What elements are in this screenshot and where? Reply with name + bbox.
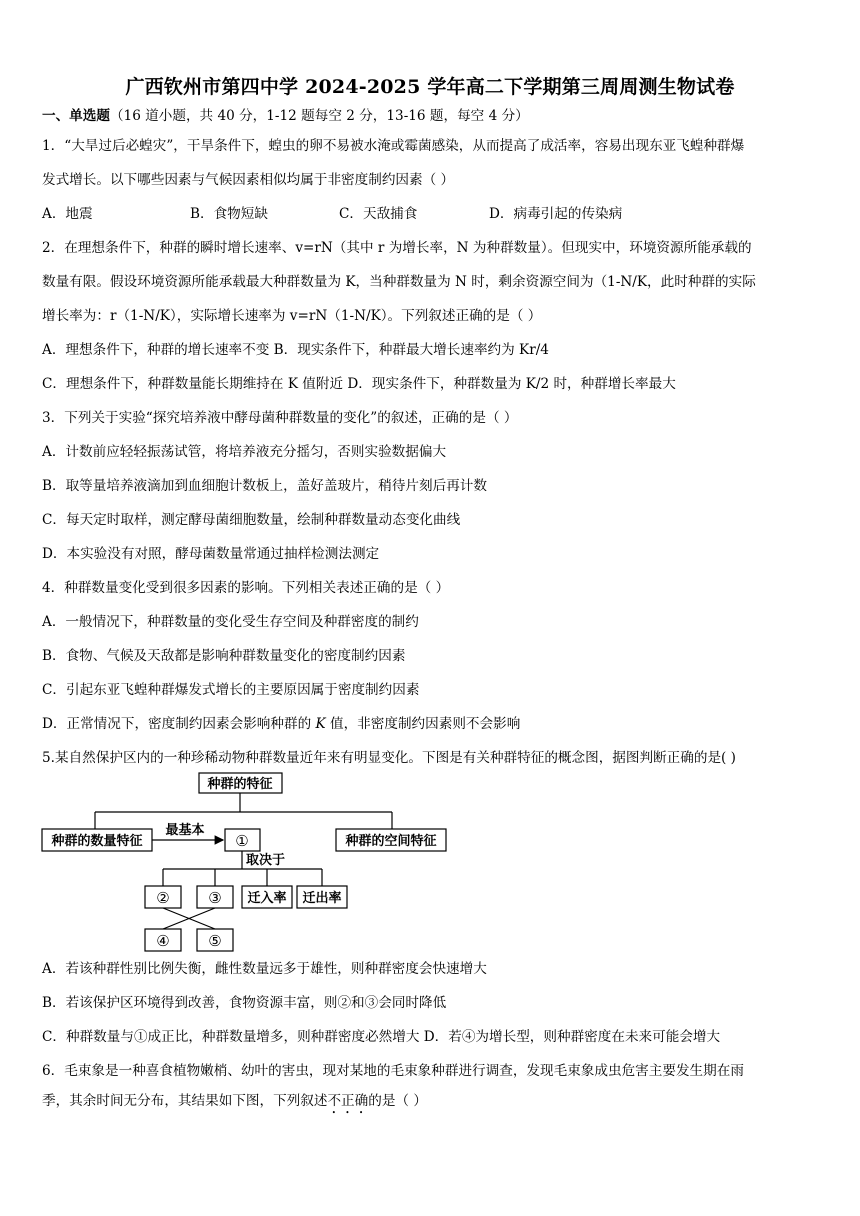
diagram-node-5: ⑤ (208, 932, 222, 950)
diagram-quantity-node: 种群的数量特征 (51, 834, 143, 849)
diagram-node-4: ④ (156, 932, 170, 950)
diagram-depends-label: 取决于 (246, 853, 286, 868)
q3-option-d: D．本实验没有对照，酵母菌数量常通过抽样检测法测定 (42, 546, 380, 562)
q4-option-d-pre: D．正常情况下，密度制约因素会影响种群的 (42, 716, 316, 732)
q4-option-d-k: K (315, 716, 326, 732)
q5-option-a: A．若该种群性别比例失衡，雌性数量远多于雄性，则种群密度会快速增大 (42, 961, 487, 977)
q5-stem: 5.某自然保护区内的一种珍稀动物种群数量近年来有明显变化。下图是有关种群特征的概念图，据图判断正确的是( ) (42, 750, 736, 766)
q5-option-b: B．若该保护区环境得到改善，食物资源丰富，则②和③会同时降低 (42, 995, 447, 1011)
diagram-top-node: 种群的特征 (207, 777, 273, 792)
q2-options-ab: A．理想条件下，种群的增长速率不变 B．现实条件下，种群最大增长速率约为 Kr/4 (42, 342, 549, 358)
q6-emphasis-not-correct: 不正确 (327, 1093, 369, 1109)
section-note: （16 道小题，共 40 分，1-12 题每空 2 分，13-16 题，每空 4 分） (109, 108, 529, 124)
q2-options-cd: C．理想条件下，种群数量能长期维持在 K 值附近 D．现实条件下，种群数量为 K/2 时，种群增长率最大 (42, 376, 676, 392)
q1-option-d: D．病毒引起的传染病 (489, 206, 623, 222)
diagram-spatial-node: 种群的空间特征 (345, 834, 437, 849)
q3-option-b: B．取等量培养液滴加到血细胞计数板上，盖好盖玻片，稍待片刻后再计数 (42, 478, 487, 494)
q4-stem: 4．种群数量变化受到很多因素的影响。下列相关表述正确的是（ ） (42, 580, 450, 596)
q4-option-b: B．食物、气候及天敌都是影响种群数量变化的密度制约因素 (42, 648, 406, 664)
q4-option-a: A．一般情况下，种群数量的变化受生存空间及种群密度的制约 (42, 614, 419, 630)
q2-stem-line3: 增长率为：r（1-N/K），实际增长速率为 v=rN（1-N/K）。下列叙述正确的是（ ） (42, 308, 542, 324)
q2-stem-line2: 数量有限。假设环境资源所能承载最大种群数量为 K，当种群数量为 N 时，剩余资源空间为（1-N/K，此时种群的实际 (42, 274, 756, 290)
q3-stem: 3．下列关于实验“探究培养液中酵母菌种群数量的变化”的叙述，正确的是（ ） (42, 410, 518, 426)
diagram-node-3: ③ (208, 889, 222, 907)
q1-stem-line1: 1．“大旱过后必蝗灾”，干旱条件下，蝗虫的卵不易被水淹或霉菌感染，从而提高了成活率，容易出现东亚飞蝗种群爆 (42, 138, 745, 154)
q5-options-cd: C．种群数量与①成正比，种群数量增多，则种群密度必然增大 D．若④为增长型，则种群密度在未来可能会增大 (42, 1029, 721, 1045)
q4-option-c: C．引起东亚飞蝗种群爆发式增长的主要原因属于密度制约因素 (42, 682, 420, 698)
diagram-immigration-node: 迁入率 (247, 891, 287, 906)
diagram-arrow-label: 最基本 (165, 823, 205, 838)
q3-option-c: C．每天定时取样，测定酵母菌细胞数量，绘制种群数量动态变化曲线 (42, 512, 461, 528)
q1-option-a: A．地震 (42, 206, 93, 222)
diagram-node-1: ① (235, 832, 249, 850)
section-heading: 一、单选题 (42, 108, 110, 124)
q1-option-c: C．天敌捕食 (339, 206, 418, 222)
q6-stem-post: 的是（ ） (368, 1093, 427, 1109)
q6-stem-line2 (42, 1092, 822, 1117)
q3-option-a: A．计数前应轻轻振荡试管，将培养液充分摇匀，否则实验数据偏大 (42, 444, 447, 460)
diagram-emigration-node: 迁出率 (302, 891, 342, 906)
diagram-node-2: ② (156, 889, 170, 907)
q1-stem-line2: 发式增长。以下哪些因素与气候因素相似均属于非密度制约因素（ ） (42, 172, 455, 188)
q6-stem-line1: 6．毛束象是一种喜食植物嫩梢、幼叶的害虫，现对某地的毛束象种群进行调查，发现毛束象成虫危害主要发生期在雨 (42, 1063, 744, 1079)
q1-option-b: B．食物短缺 (190, 206, 268, 222)
q6-stem-pre: 季，其余时间无分布，其结果如下图，下列叙述 (42, 1093, 328, 1109)
q4-option-d-post: 值，非密度制约因素则不会影响 (325, 716, 521, 732)
q2-stem-line1: 2．在理想条件下，种群的瞬时增长速率、v=rN（其中 r 为增长率，N 为种群数量）。但现实中，环境资源所能承载的 (42, 240, 752, 256)
exam-title: 广西钦州市第四中学 2024-2025 学年高二下学期第三周周测生物试卷 (125, 76, 735, 98)
